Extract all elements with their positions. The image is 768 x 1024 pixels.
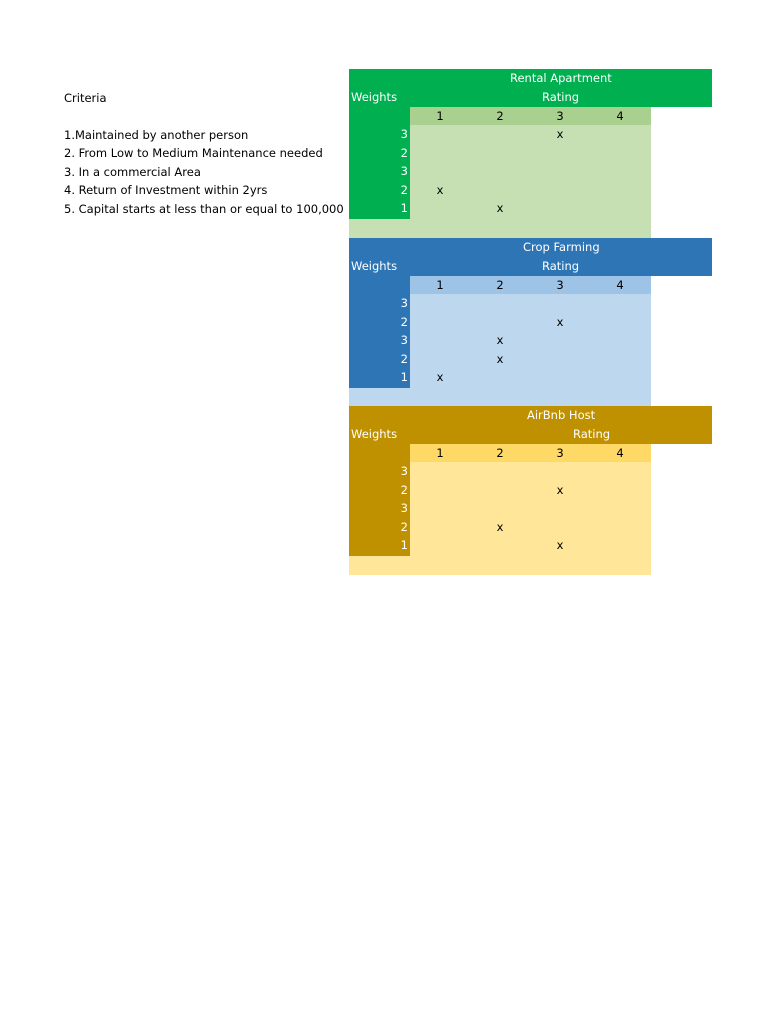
rating-column-label: 4 xyxy=(616,278,624,292)
rating-mark: x xyxy=(556,127,564,141)
rating-table xyxy=(349,238,712,407)
weight-value: 3 xyxy=(400,296,408,310)
table-header xyxy=(349,69,712,107)
table-footer xyxy=(349,219,410,238)
rating-column-label: 2 xyxy=(496,109,504,123)
rating-column-label: 4 xyxy=(616,109,624,123)
weight-value: 2 xyxy=(400,145,408,160)
rating-column-label: 3 xyxy=(556,446,564,460)
table-title xyxy=(349,238,712,257)
rating-column-label: 3 xyxy=(556,109,564,123)
weight-value: 2 xyxy=(400,482,408,497)
rating-mark: x xyxy=(436,182,444,197)
table-title xyxy=(349,406,712,425)
rating-mark: x xyxy=(496,519,504,534)
weight-value: 2 xyxy=(400,519,408,534)
criteria-title: Criteria xyxy=(64,91,107,105)
rating-body xyxy=(410,462,651,575)
weight-value: 2 xyxy=(400,314,408,329)
weight-value: 3 xyxy=(400,501,408,516)
rating-columns-header xyxy=(410,276,651,294)
criterion-4: 4. Return of Investment within 2yrs xyxy=(64,183,268,197)
rating-label: Rating xyxy=(573,427,611,441)
table-title-text: AirBnb Host xyxy=(527,408,596,422)
rating-column-label: 2 xyxy=(496,446,504,460)
weight-value: 3 xyxy=(400,127,408,141)
rating-mark: x xyxy=(436,370,444,385)
rating-mark: x xyxy=(556,482,564,497)
weight-value: 1 xyxy=(400,201,408,216)
rating-mark: x xyxy=(556,314,564,329)
rating-column-label: 1 xyxy=(436,446,444,460)
rating-column-label: 1 xyxy=(436,109,444,123)
rating-mark: x xyxy=(556,538,564,553)
rating-table xyxy=(349,406,712,575)
rating-column-label: 3 xyxy=(556,278,564,292)
table-title-text: Rental Apartment xyxy=(510,71,612,85)
table-footer xyxy=(349,388,410,407)
rating-label: Rating xyxy=(542,90,580,104)
rating-table xyxy=(349,69,712,238)
weight-value: 1 xyxy=(400,370,408,385)
rating-columns-header xyxy=(410,444,651,462)
rating-mark: x xyxy=(496,201,504,216)
weight-value: 3 xyxy=(400,164,408,179)
criterion-2: 2. From Low to Medium Maintenance needed xyxy=(64,146,323,160)
rating-body xyxy=(410,125,651,238)
table-title-text: Crop Farming xyxy=(523,240,600,254)
rating-column-label: 2 xyxy=(496,278,504,292)
rating-label: Rating xyxy=(542,259,580,273)
weights-label: Weights xyxy=(351,259,398,273)
criterion-1: 1.Maintained by another person xyxy=(64,128,249,142)
table-header xyxy=(349,406,712,444)
weight-value: 3 xyxy=(400,333,408,348)
rating-mark: x xyxy=(496,351,504,366)
criterion-3: 3. In a commercial Area xyxy=(64,165,201,179)
rating-column-label: 1 xyxy=(436,278,444,292)
weights-label: Weights xyxy=(351,427,398,441)
rating-column-label: 4 xyxy=(616,446,624,460)
weight-value: 3 xyxy=(400,464,408,478)
weight-value: 1 xyxy=(400,538,408,553)
criterion-5: 5. Capital starts at less than or equal to 100,000 xyxy=(64,202,344,216)
weights-label: Weights xyxy=(351,90,398,104)
rating-mark: x xyxy=(496,333,504,348)
weight-value: 2 xyxy=(400,182,408,197)
table-header xyxy=(349,238,712,276)
table-footer xyxy=(349,556,410,575)
rating-body xyxy=(410,294,651,407)
table-title xyxy=(349,69,712,88)
weight-value: 2 xyxy=(400,351,408,366)
rating-columns-header xyxy=(410,107,651,125)
